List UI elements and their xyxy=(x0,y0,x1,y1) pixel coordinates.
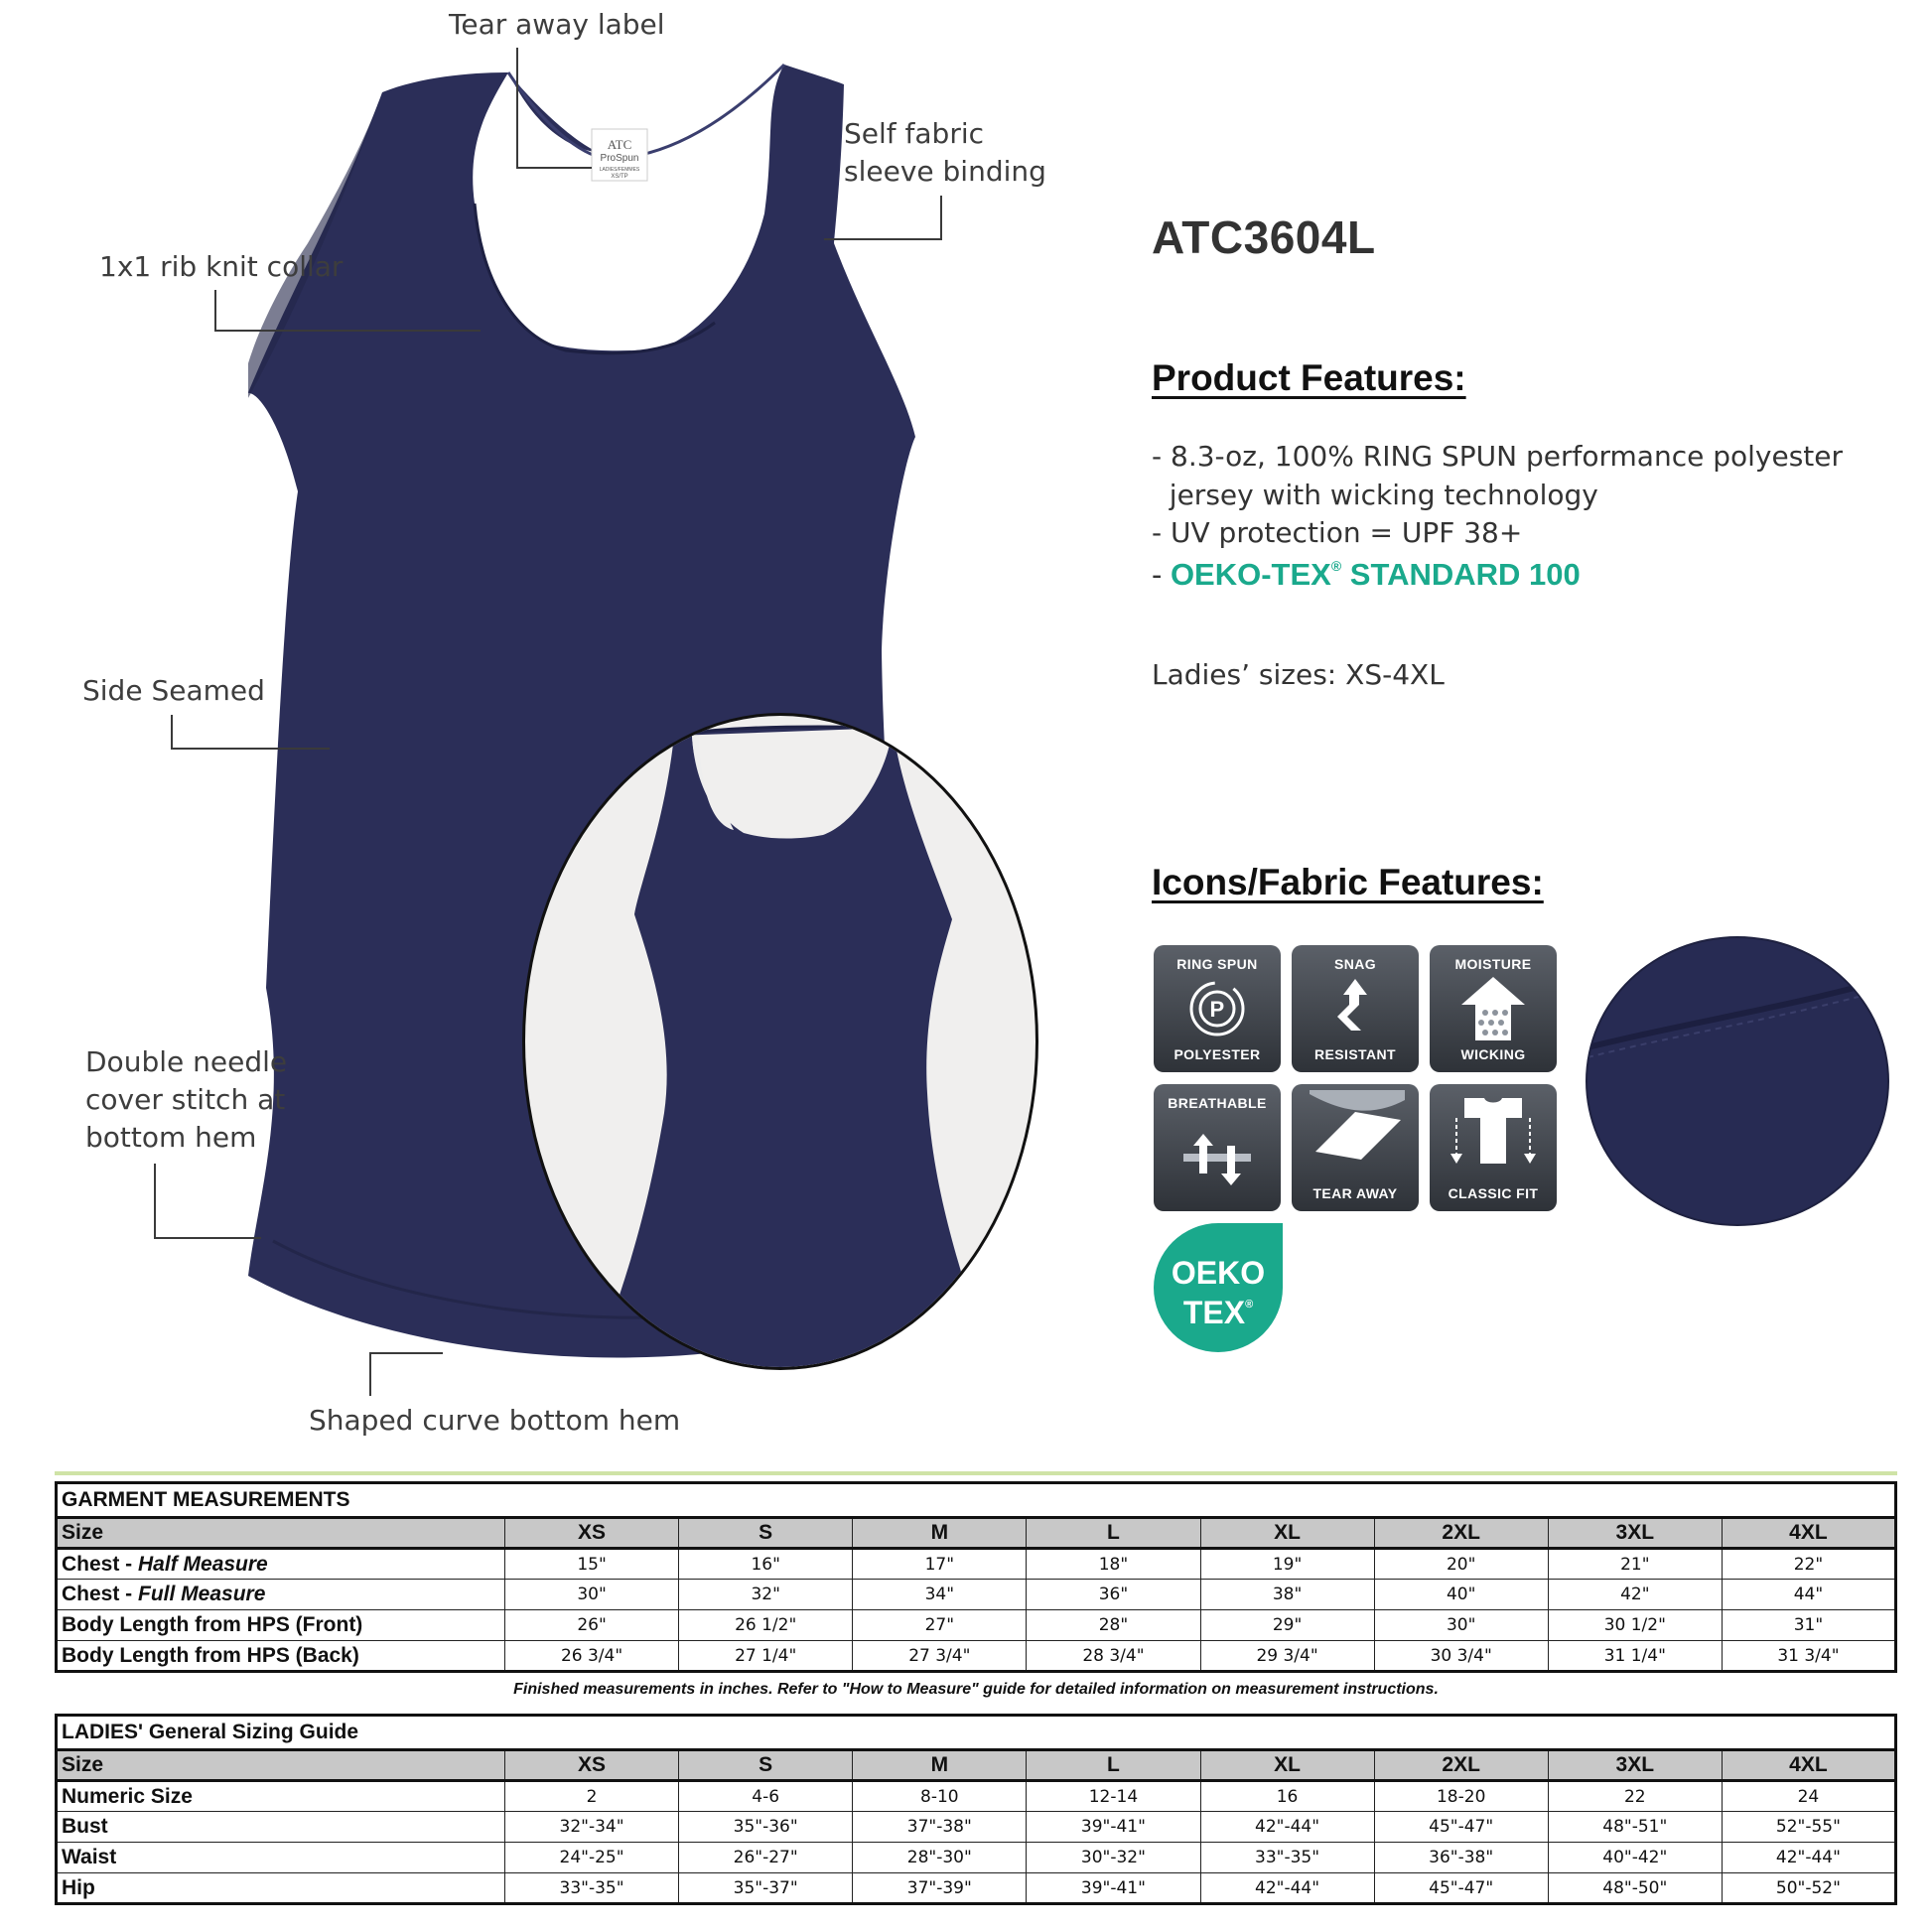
table-cell: 24"-25" xyxy=(505,1843,679,1873)
table-cell: 32" xyxy=(679,1580,853,1610)
table-cell: 30" xyxy=(1374,1610,1548,1641)
table-cell: 39"-41" xyxy=(1027,1873,1200,1904)
leader-rib-collar xyxy=(214,290,481,332)
table-cell: 36" xyxy=(1027,1580,1200,1610)
size-header: S xyxy=(679,1518,853,1549)
table-cell: 29" xyxy=(1200,1610,1374,1641)
tile-breathable xyxy=(1154,1084,1281,1211)
table-cell: 27" xyxy=(853,1610,1027,1641)
row-label: Body Length from HPS (Front) xyxy=(57,1610,505,1641)
garment-table-size-row xyxy=(57,1518,1896,1549)
table-cell: 31 3/4" xyxy=(1722,1641,1895,1672)
size-label: Size xyxy=(57,1750,505,1781)
leader-tear-away-label xyxy=(516,48,592,169)
table-cell: 26 1/2" xyxy=(679,1610,853,1641)
table-cell: 37"-38" xyxy=(853,1812,1027,1843)
garment-label-line: ProSpun xyxy=(600,153,639,164)
callout-self-fabric-line2: sleeve binding xyxy=(844,155,1046,188)
product-features-heading: Product Features: xyxy=(1152,357,1466,398)
feature-line-uv: - UV protection = UPF 38+ xyxy=(1152,516,1523,549)
table-cell: 26" xyxy=(505,1610,679,1641)
tear-away-icon xyxy=(1306,1090,1405,1170)
garment-table-title-row xyxy=(57,1483,1896,1518)
table-cell: 35"-36" xyxy=(679,1812,853,1843)
table-row xyxy=(57,1873,1896,1904)
row-label: Chest - Half Measure xyxy=(57,1549,505,1580)
leader-side-seamed xyxy=(171,715,330,750)
table-cell: 8-10 xyxy=(853,1781,1027,1812)
cert-dash: - xyxy=(1152,557,1171,592)
row-label: Chest - Full Measure xyxy=(57,1580,505,1610)
table-cell: 15" xyxy=(505,1549,679,1580)
size-header: XL xyxy=(1200,1518,1374,1549)
table-cell: 39"-41" xyxy=(1027,1812,1200,1843)
table-row xyxy=(57,1641,1896,1672)
table-cell: 45"-47" xyxy=(1374,1812,1548,1843)
table-cell: 42" xyxy=(1548,1580,1722,1610)
callout-double-needle-line1: Double needle xyxy=(85,1045,288,1078)
oeko-logo-line1: OEKO xyxy=(1171,1255,1266,1291)
table-cell: 18" xyxy=(1027,1549,1200,1580)
callout-double-needle-line3: bottom hem xyxy=(85,1121,257,1154)
ladies-table-title: LADIES' General Sizing Guide xyxy=(57,1716,1896,1750)
oeko-tex-logo xyxy=(1154,1223,1283,1352)
swatch-seam xyxy=(1587,938,1889,1226)
leader-shaped-curve xyxy=(369,1352,443,1396)
table-cell: 18-20 xyxy=(1374,1781,1548,1812)
table-cell: 16 xyxy=(1200,1781,1374,1812)
row-label: Waist xyxy=(57,1843,505,1873)
table-cell: 16" xyxy=(679,1549,853,1580)
tile-ring-spun-bottom: POLYESTER xyxy=(1173,1046,1261,1062)
table-cell: 30 3/4" xyxy=(1374,1641,1548,1672)
measurement-note: Finished measurements in inches. Refer to "How to Measure" guide for detailed information on measurement instructions. xyxy=(513,1681,1439,1698)
table-cell: 24 xyxy=(1722,1781,1895,1812)
oeko-logo-line2-wrap xyxy=(1154,1289,1283,1328)
table-cell: 42"-44" xyxy=(1200,1873,1374,1904)
oeko-logo-mark: ® xyxy=(1245,1299,1254,1311)
size-header: S xyxy=(679,1750,853,1781)
size-header: 2XL xyxy=(1374,1518,1548,1549)
size-header: XS xyxy=(505,1750,679,1781)
tile-ring-spun-polyester xyxy=(1154,945,1281,1072)
table-cell: 2 xyxy=(505,1781,679,1812)
tile-ring-spun-top: RING SPUN xyxy=(1176,956,1258,972)
table-cell: 33"-35" xyxy=(505,1873,679,1904)
callout-double-needle-line2: cover stitch at xyxy=(85,1083,286,1116)
table-row xyxy=(57,1781,1896,1812)
feature-line-fabric-cont: jersey with wicking technology xyxy=(1152,479,1598,511)
table-cell: 26"-27" xyxy=(679,1843,853,1873)
table-cell: 52"-55" xyxy=(1722,1812,1895,1843)
table-cell: 26 3/4" xyxy=(505,1641,679,1672)
tile-moisture-wicking xyxy=(1430,945,1557,1072)
garment-label-brand: ATC xyxy=(607,137,632,152)
table-cell: 38" xyxy=(1200,1580,1374,1610)
size-header: 3XL xyxy=(1548,1518,1722,1549)
feature-line-oeko-tex xyxy=(1152,557,1581,593)
callout-rib-collar: 1x1 rib knit collar xyxy=(99,250,344,283)
table-cell: 48"-50" xyxy=(1548,1873,1722,1904)
oeko-logo-line2: TEX xyxy=(1182,1295,1246,1330)
garment-measurements-table xyxy=(55,1481,1897,1673)
table-cell: 37"-39" xyxy=(853,1873,1027,1904)
table-cell: 27 3/4" xyxy=(853,1641,1027,1672)
size-header: 4XL xyxy=(1722,1750,1895,1781)
table-cell: 48"-51" xyxy=(1548,1812,1722,1843)
breathable-icon xyxy=(1183,1126,1251,1193)
tile-breathable-top: BREATHABLE xyxy=(1168,1095,1267,1111)
table-cell: 4-6 xyxy=(679,1781,853,1812)
table-cell: 34" xyxy=(853,1580,1027,1610)
callout-side-seamed: Side Seamed xyxy=(82,674,265,707)
tile-snag-bottom: RESISTANT xyxy=(1314,1046,1396,1062)
table-cell: 19" xyxy=(1200,1549,1374,1580)
cert-standard: STANDARD 100 xyxy=(1341,557,1581,592)
size-header: L xyxy=(1027,1518,1200,1549)
tile-snag-resistant xyxy=(1292,945,1419,1072)
table-cell: 28 3/4" xyxy=(1027,1641,1200,1672)
leader-self-fabric xyxy=(824,196,942,240)
size-header: 2XL xyxy=(1374,1750,1548,1781)
size-header: 3XL xyxy=(1548,1750,1722,1781)
size-header: L xyxy=(1027,1750,1200,1781)
tile-moisture-bottom: WICKING xyxy=(1460,1046,1526,1062)
table-cell: 42"-44" xyxy=(1722,1843,1895,1873)
table-cell: 22" xyxy=(1722,1549,1895,1580)
size-header: 4XL xyxy=(1722,1518,1895,1549)
tile-tear-away-bottom: TEAR AWAY xyxy=(1312,1185,1398,1201)
table-row xyxy=(57,1812,1896,1843)
cert-registered-mark: ® xyxy=(1330,558,1342,574)
ring-spun-icon xyxy=(1183,975,1251,1042)
table-cell: 28" xyxy=(1027,1610,1200,1641)
svg-text:P: P xyxy=(1209,997,1225,1022)
tile-snag-top: SNAG xyxy=(1333,956,1377,972)
size-header: M xyxy=(853,1518,1027,1549)
size-header: M xyxy=(853,1750,1027,1781)
garment-table-title: GARMENT MEASUREMENTS xyxy=(57,1483,1896,1518)
snag-resistant-icon xyxy=(1321,975,1389,1042)
table-cell: 40" xyxy=(1374,1580,1548,1610)
table-cell: 42"-44" xyxy=(1200,1812,1374,1843)
icons-heading: Icons/Fabric Features: xyxy=(1152,862,1544,902)
table-cell: 31 1/4" xyxy=(1548,1641,1722,1672)
cert-name: OEKO-TEX xyxy=(1170,557,1331,592)
table-cell: 20" xyxy=(1374,1549,1548,1580)
tile-classic-fit xyxy=(1430,1084,1557,1211)
table-cell: 30"-32" xyxy=(1027,1843,1200,1873)
product-code: ATC3604L xyxy=(1152,211,1376,263)
classic-fit-icon xyxy=(1449,1094,1538,1173)
size-header: XL xyxy=(1200,1750,1374,1781)
table-cell: 45"-47" xyxy=(1374,1873,1548,1904)
table-cell: 32"-34" xyxy=(505,1812,679,1843)
table-cell: 44" xyxy=(1722,1580,1895,1610)
tile-classic-fit-bottom: CLASSIC FIT xyxy=(1448,1185,1539,1201)
callout-self-fabric-line1: Self fabric xyxy=(844,117,985,150)
table-cell: 35"-37" xyxy=(679,1873,853,1904)
table-cell: 33"-35" xyxy=(1200,1843,1374,1873)
table-row xyxy=(57,1580,1896,1610)
ladies-sizes: Ladies’ sizes: XS-4XL xyxy=(1152,658,1445,691)
garment-label-size: XS/TP xyxy=(611,174,628,180)
table-cell: 28"-30" xyxy=(853,1843,1027,1873)
table-row xyxy=(57,1843,1896,1873)
callout-tear-away-label: Tear away label xyxy=(449,8,665,41)
table-cell: 31" xyxy=(1722,1610,1895,1641)
table-cell: 30 1/2" xyxy=(1548,1610,1722,1641)
table-cell: 27 1/4" xyxy=(679,1641,853,1672)
table-cell: 40"-42" xyxy=(1548,1843,1722,1873)
table-cell: 29 3/4" xyxy=(1200,1641,1374,1672)
ladies-table-title-row xyxy=(57,1716,1896,1750)
fabric-swatch xyxy=(1586,936,1889,1226)
callout-shaped-curve: Shaped curve bottom hem xyxy=(309,1404,681,1437)
row-label: Body Length from HPS (Back) xyxy=(57,1641,505,1672)
leader-double-needle xyxy=(154,1164,261,1239)
table-cell: 30" xyxy=(505,1580,679,1610)
table-cell: 17" xyxy=(853,1549,1027,1580)
table-cell: 12-14 xyxy=(1027,1781,1200,1812)
feature-line-fabric: - 8.3-oz, 100% RING SPUN performance polyester xyxy=(1152,440,1843,473)
section-divider xyxy=(55,1471,1897,1475)
tank-top-back-view xyxy=(525,716,1038,1370)
back-view-inset xyxy=(522,713,1038,1370)
ladies-sizing-guide-table xyxy=(55,1714,1897,1905)
size-label: Size xyxy=(57,1518,505,1549)
ladies-table-size-row xyxy=(57,1750,1896,1781)
table-cell: 36"-38" xyxy=(1374,1843,1548,1873)
row-label: Hip xyxy=(57,1873,505,1904)
moisture-wicking-icon xyxy=(1459,975,1527,1042)
table-cell: 21" xyxy=(1548,1549,1722,1580)
table-row xyxy=(57,1549,1896,1580)
table-cell: 22 xyxy=(1548,1781,1722,1812)
table-cell: 50"-52" xyxy=(1722,1873,1895,1904)
row-label: Bust xyxy=(57,1812,505,1843)
tile-tear-away xyxy=(1292,1084,1419,1211)
tile-moisture-top: MOISTURE xyxy=(1454,956,1532,972)
row-label: Numeric Size xyxy=(57,1781,505,1812)
table-row xyxy=(57,1610,1896,1641)
garment-label-size-text: LADIES/FEMMES xyxy=(599,167,640,173)
size-header: XS xyxy=(505,1518,679,1549)
